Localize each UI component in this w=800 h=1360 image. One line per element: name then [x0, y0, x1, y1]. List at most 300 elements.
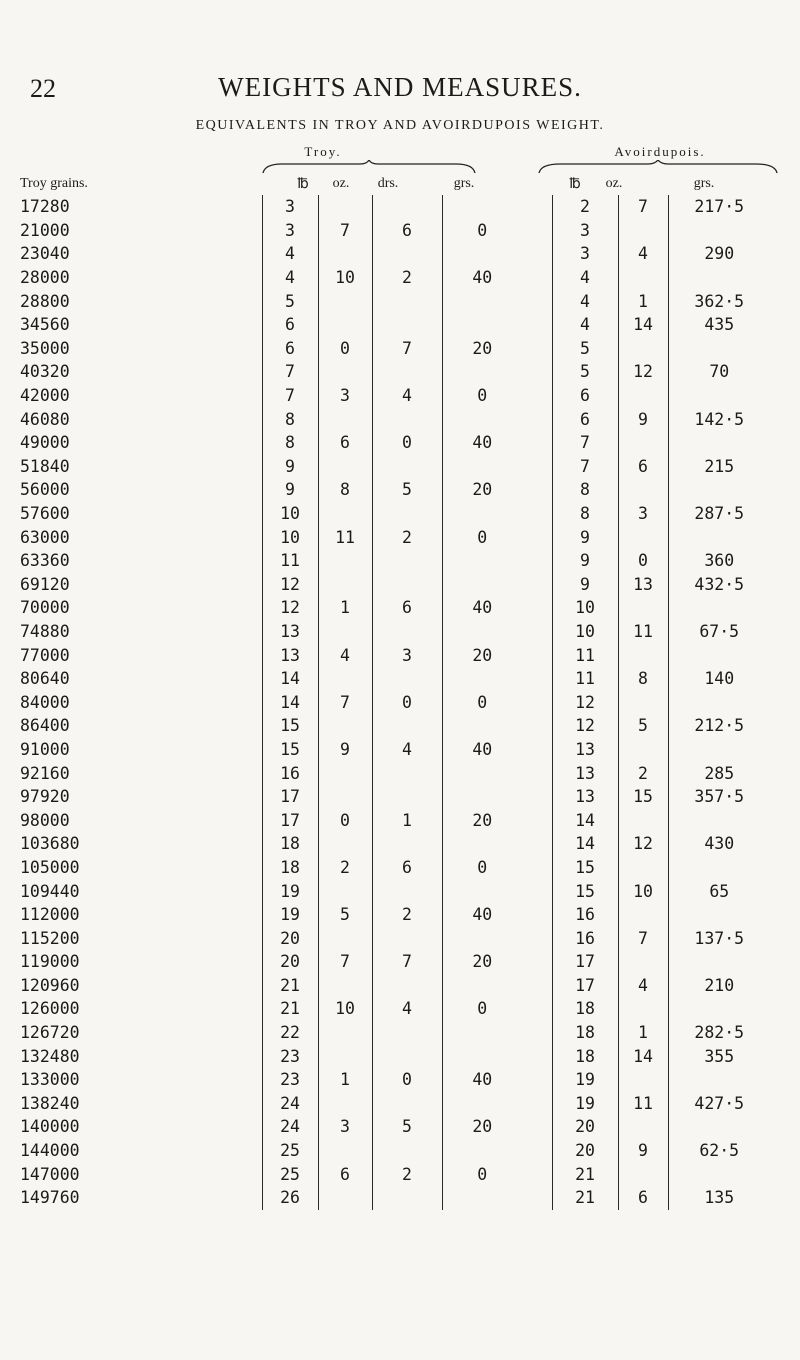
cell-troy-oz: 4 — [318, 643, 372, 667]
cell-troy-drs — [372, 455, 442, 479]
cell-avoir-oz: 14 — [618, 1044, 668, 1068]
cell-avoir-grs — [668, 219, 794, 243]
table-row — [0, 903, 794, 927]
column-gap — [522, 808, 552, 832]
cell-avoir-oz: 7 — [618, 195, 668, 219]
table-row — [0, 502, 794, 526]
cell-avoir-lb: 21 — [552, 1162, 618, 1186]
cell-avoir-oz: 8 — [618, 667, 668, 691]
table-row — [0, 974, 794, 998]
cell-troy-grs — [442, 313, 522, 337]
cell-avoir-oz — [618, 903, 668, 927]
cell-troy-oz: 3 — [318, 384, 372, 408]
cell-avoir-lb: 4 — [552, 289, 618, 313]
cell-avoir-lb: 11 — [552, 643, 618, 667]
cell-troy-lb: 13 — [262, 643, 318, 667]
cell-troy-lb: 15 — [262, 738, 318, 762]
cell-troy-lb: 10 — [262, 502, 318, 526]
cell-avoir-oz — [618, 856, 668, 880]
cell-avoir-oz: 12 — [618, 360, 668, 384]
cell-troy-drs: 2 — [372, 903, 442, 927]
cell-avoir-grs — [668, 738, 794, 762]
cell-troy-grs — [442, 289, 522, 313]
cell-troy-oz — [318, 761, 372, 785]
cell-troy-drs — [372, 785, 442, 809]
cell-troy-drs: 4 — [372, 738, 442, 762]
column-gap — [522, 1021, 552, 1045]
cell-troy-lb: 25 — [262, 1162, 318, 1186]
cell-avoir-lb: 11 — [552, 667, 618, 691]
cell-troy-oz: 0 — [318, 337, 372, 361]
cell-troy-lb: 20 — [262, 926, 318, 950]
column-gap — [522, 926, 552, 950]
cell-troy-grs: 0 — [442, 525, 522, 549]
cell-troy-grs — [442, 974, 522, 998]
cell-troy-lb: 12 — [262, 596, 318, 620]
cell-avoir-lb: 19 — [552, 1092, 618, 1116]
cell-avoir-grs — [668, 950, 794, 974]
cell-troy-drs — [372, 1021, 442, 1045]
cell-troy-grains: 51840 — [20, 456, 70, 476]
cell-troy-drs: 0 — [372, 1068, 442, 1092]
cell-troy-lb: 15 — [262, 714, 318, 738]
cell-avoir-grs: 142·5 — [668, 407, 794, 431]
cell-troy-grs: 20 — [442, 337, 522, 361]
cell-troy-grs: 0 — [442, 997, 522, 1021]
cell-troy-grains: 132480 — [20, 1046, 80, 1066]
cell-avoir-oz: 4 — [618, 242, 668, 266]
cell-troy-oz — [318, 785, 372, 809]
cell-avoir-grs: 140 — [668, 667, 794, 691]
cell-troy-lb: 5 — [262, 289, 318, 313]
cell-troy-lb: 19 — [262, 903, 318, 927]
table-title: EQUIVALENTS IN TROY AND AVOIRDUPOIS WEIGHT. — [195, 118, 605, 133]
cell-troy-drs — [372, 832, 442, 856]
cell-avoir-oz — [618, 525, 668, 549]
cell-troy-grains: 147000 — [20, 1164, 80, 1184]
cell-troy-grains: 23040 — [20, 244, 70, 264]
cell-avoir-grs: 355 — [668, 1044, 794, 1068]
col-head-troy-oz: oz. — [332, 176, 350, 191]
cell-troy-grs — [442, 195, 522, 219]
cell-troy-grs: 40 — [442, 431, 522, 455]
cell-avoir-oz: 10 — [618, 879, 668, 903]
cell-troy-drs — [372, 407, 442, 431]
cell-avoir-lb: 13 — [552, 738, 618, 762]
table-row — [0, 384, 794, 408]
cell-troy-grains: 119000 — [20, 952, 80, 972]
cell-avoir-lb: 15 — [552, 879, 618, 903]
cell-troy-grs: 40 — [442, 903, 522, 927]
column-gap — [522, 431, 552, 455]
cell-avoir-lb: 5 — [552, 337, 618, 361]
cell-avoir-lb: 14 — [552, 808, 618, 832]
cell-avoir-oz — [618, 384, 668, 408]
cell-troy-drs — [372, 620, 442, 644]
table-row — [0, 738, 794, 762]
column-gap — [522, 266, 552, 290]
table-row — [0, 690, 794, 714]
cell-troy-oz: 10 — [318, 997, 372, 1021]
cell-troy-oz — [318, 1021, 372, 1045]
cell-avoir-oz — [618, 950, 668, 974]
cell-troy-lb: 18 — [262, 832, 318, 856]
cell-avoir-lb: 7 — [552, 455, 618, 479]
column-gap — [522, 549, 552, 573]
table-row — [0, 761, 794, 785]
cell-avoir-grs: 430 — [668, 832, 794, 856]
cell-troy-grains: 49000 — [20, 433, 70, 453]
cell-avoir-lb: 16 — [552, 903, 618, 927]
cell-troy-lb: 8 — [262, 431, 318, 455]
table-row — [0, 1162, 794, 1186]
cell-avoir-oz: 4 — [618, 974, 668, 998]
cell-troy-grs — [442, 832, 522, 856]
cell-troy-oz: 1 — [318, 596, 372, 620]
cell-troy-drs: 2 — [372, 1162, 442, 1186]
cell-troy-drs — [372, 289, 442, 313]
cell-avoir-oz: 6 — [618, 1186, 668, 1210]
cell-troy-grains: 103680 — [20, 834, 80, 854]
table-row — [0, 407, 794, 431]
cell-troy-grs — [442, 455, 522, 479]
column-gap — [522, 785, 552, 809]
cell-troy-drs: 5 — [372, 1115, 442, 1139]
cell-troy-oz — [318, 502, 372, 526]
cell-troy-drs — [372, 761, 442, 785]
cell-troy-oz — [318, 407, 372, 431]
cell-troy-grains: 28000 — [20, 268, 70, 288]
cell-avoir-lb: 9 — [552, 525, 618, 549]
table-row — [0, 785, 794, 809]
cell-troy-drs — [372, 879, 442, 903]
cell-troy-drs — [372, 573, 442, 597]
cell-avoir-grs: 137·5 — [668, 926, 794, 950]
cell-troy-grs: 20 — [442, 1115, 522, 1139]
cell-troy-drs — [372, 549, 442, 573]
column-gap — [522, 1044, 552, 1068]
cell-avoir-oz: 2 — [618, 761, 668, 785]
cell-troy-grains: 28800 — [20, 291, 70, 311]
cell-troy-grains: 109440 — [20, 881, 80, 901]
table-row — [0, 266, 794, 290]
running-head: WEIGHTS AND MEASURES. — [218, 72, 582, 102]
cell-avoir-oz: 11 — [618, 1092, 668, 1116]
cell-troy-grs — [442, 785, 522, 809]
cell-troy-drs: 6 — [372, 596, 442, 620]
cell-avoir-lb: 10 — [552, 596, 618, 620]
cell-troy-oz — [318, 549, 372, 573]
column-gap — [522, 1186, 552, 1210]
cell-avoir-oz: 0 — [618, 549, 668, 573]
cell-troy-grs — [442, 1092, 522, 1116]
cell-troy-oz: 2 — [318, 856, 372, 880]
cell-troy-grains: 115200 — [20, 928, 80, 948]
cell-avoir-oz: 5 — [618, 714, 668, 738]
cell-troy-grains: 97920 — [20, 787, 70, 807]
col-head-avoir-oz: oz. — [605, 176, 623, 191]
cell-troy-grs: 40 — [442, 266, 522, 290]
column-gap — [522, 384, 552, 408]
table-row — [0, 832, 794, 856]
cell-troy-drs — [372, 974, 442, 998]
cell-troy-grs: 40 — [442, 596, 522, 620]
table-row — [0, 573, 794, 597]
table-row — [0, 714, 794, 738]
column-gap — [522, 903, 552, 927]
cell-troy-lb: 26 — [262, 1186, 318, 1210]
cell-troy-lb: 24 — [262, 1115, 318, 1139]
cell-troy-lb: 24 — [262, 1092, 318, 1116]
cell-troy-drs — [372, 1186, 442, 1210]
cell-troy-grs — [442, 502, 522, 526]
cell-troy-oz: 6 — [318, 431, 372, 455]
cell-troy-oz — [318, 1044, 372, 1068]
cell-troy-lb: 3 — [262, 219, 318, 243]
cell-avoir-lb: 14 — [552, 832, 618, 856]
cell-avoir-grs: 282·5 — [668, 1021, 794, 1045]
cell-troy-grains: 77000 — [20, 645, 70, 665]
column-gap — [522, 856, 552, 880]
cell-troy-grains: 21000 — [20, 220, 70, 240]
cell-troy-grains: 120960 — [20, 975, 80, 995]
cell-troy-drs: 2 — [372, 525, 442, 549]
column-gap — [522, 502, 552, 526]
column-gap — [522, 1162, 552, 1186]
cell-troy-oz — [318, 1139, 372, 1163]
cell-avoir-grs — [668, 997, 794, 1021]
cell-avoir-oz — [618, 431, 668, 455]
cell-troy-grs — [442, 761, 522, 785]
cell-troy-drs — [372, 1092, 442, 1116]
cell-troy-grains: 84000 — [20, 692, 70, 712]
cell-avoir-lb: 8 — [552, 502, 618, 526]
cell-troy-grains: 63360 — [20, 551, 70, 571]
table-row — [0, 1068, 794, 1092]
table-row — [0, 643, 794, 667]
cell-troy-grains: 126000 — [20, 999, 80, 1019]
cell-troy-drs: 0 — [372, 690, 442, 714]
cell-troy-lb: 20 — [262, 950, 318, 974]
table-row — [0, 879, 794, 903]
column-gap — [522, 738, 552, 762]
cell-avoir-lb: 15 — [552, 856, 618, 880]
cell-troy-lb: 7 — [262, 384, 318, 408]
cell-troy-drs: 6 — [372, 856, 442, 880]
cell-troy-lb: 12 — [262, 573, 318, 597]
column-gap — [522, 1092, 552, 1116]
cell-troy-grains: 40320 — [20, 362, 70, 382]
column-gap — [522, 690, 552, 714]
cell-troy-grs — [442, 1186, 522, 1210]
column-gap — [522, 832, 552, 856]
cell-avoir-lb: 6 — [552, 384, 618, 408]
cell-troy-grs — [442, 573, 522, 597]
column-gap — [522, 950, 552, 974]
cell-troy-grains: 57600 — [20, 504, 70, 524]
cell-troy-oz — [318, 573, 372, 597]
cell-avoir-lb: 18 — [552, 1021, 618, 1045]
column-gap — [522, 643, 552, 667]
cell-avoir-oz: 11 — [618, 620, 668, 644]
table-row — [0, 596, 794, 620]
cell-avoir-lb: 2 — [552, 195, 618, 219]
cell-troy-drs — [372, 1044, 442, 1068]
cell-troy-drs: 7 — [372, 337, 442, 361]
table-row — [0, 926, 794, 950]
cell-avoir-oz — [618, 478, 668, 502]
cell-troy-grains: 149760 — [20, 1188, 80, 1208]
column-gap — [522, 242, 552, 266]
cell-troy-grains: 91000 — [20, 739, 70, 759]
table-row — [0, 313, 794, 337]
cell-troy-lb: 10 — [262, 525, 318, 549]
cell-troy-lb: 21 — [262, 997, 318, 1021]
cell-avoir-lb: 3 — [552, 219, 618, 243]
cell-troy-oz: 9 — [318, 738, 372, 762]
table-row — [0, 455, 794, 479]
cell-troy-grains: 140000 — [20, 1117, 80, 1137]
cell-troy-drs: 1 — [372, 808, 442, 832]
column-gap — [522, 219, 552, 243]
cell-avoir-grs: 217·5 — [668, 195, 794, 219]
cell-troy-oz — [318, 313, 372, 337]
group-head-troy: Troy. — [304, 144, 342, 159]
table-body — [0, 195, 794, 1210]
col-head-troy-drs: drs. — [377, 176, 399, 191]
cell-troy-lb: 21 — [262, 974, 318, 998]
cell-avoir-lb: 17 — [552, 974, 618, 998]
cell-avoir-grs: 212·5 — [668, 714, 794, 738]
column-gap — [522, 997, 552, 1021]
cell-avoir-oz: 13 — [618, 573, 668, 597]
cell-troy-drs: 2 — [372, 266, 442, 290]
cell-avoir-grs: 210 — [668, 974, 794, 998]
cell-avoir-lb: 3 — [552, 242, 618, 266]
table-row — [0, 950, 794, 974]
cell-troy-oz — [318, 926, 372, 950]
col-head-avoir-grs: grs. — [693, 176, 715, 191]
cell-troy-oz — [318, 974, 372, 998]
cell-troy-oz — [318, 360, 372, 384]
cell-troy-oz — [318, 242, 372, 266]
col-head-troy-grains: Troy grains. — [20, 176, 88, 191]
cell-avoir-grs: 215 — [668, 455, 794, 479]
cell-troy-grs — [442, 407, 522, 431]
cell-troy-lb: 3 — [262, 195, 318, 219]
cell-troy-oz — [318, 1092, 372, 1116]
cell-troy-drs — [372, 313, 442, 337]
cell-troy-lb: 19 — [262, 879, 318, 903]
cell-troy-lb: 8 — [262, 407, 318, 431]
column-gap — [522, 313, 552, 337]
cell-avoir-oz: 1 — [618, 289, 668, 313]
cell-avoir-grs: 362·5 — [668, 289, 794, 313]
table-row — [0, 337, 794, 361]
cell-avoir-grs: 357·5 — [668, 785, 794, 809]
troy-brace — [262, 160, 476, 174]
cell-troy-grains: 63000 — [20, 527, 70, 547]
cell-troy-grains: 92160 — [20, 763, 70, 783]
cell-avoir-grs — [668, 478, 794, 502]
cell-troy-oz: 6 — [318, 1162, 372, 1186]
cell-avoir-lb: 10 — [552, 620, 618, 644]
cell-troy-oz — [318, 879, 372, 903]
table-row — [0, 360, 794, 384]
cell-troy-drs: 4 — [372, 384, 442, 408]
cell-avoir-oz: 3 — [618, 502, 668, 526]
cell-avoir-grs — [668, 903, 794, 927]
cell-troy-lb: 17 — [262, 808, 318, 832]
cell-avoir-grs: 135 — [668, 1186, 794, 1210]
cell-avoir-lb: 5 — [552, 360, 618, 384]
cell-avoir-lb: 21 — [552, 1186, 618, 1210]
cell-troy-drs — [372, 667, 442, 691]
cell-avoir-oz — [618, 596, 668, 620]
cell-avoir-oz — [618, 738, 668, 762]
cell-avoir-lb: 13 — [552, 761, 618, 785]
column-gap — [522, 1115, 552, 1139]
cell-troy-grs — [442, 1044, 522, 1068]
table-row — [0, 1044, 794, 1068]
column-gap — [522, 478, 552, 502]
col-head-troy-lb: ℔ — [297, 177, 309, 192]
cell-troy-drs: 5 — [372, 478, 442, 502]
cell-avoir-lb: 20 — [552, 1139, 618, 1163]
cell-troy-grs — [442, 360, 522, 384]
cell-avoir-grs — [668, 384, 794, 408]
cell-avoir-grs — [668, 337, 794, 361]
cell-avoir-grs: 62·5 — [668, 1139, 794, 1163]
table-row — [0, 1115, 794, 1139]
table-row — [0, 997, 794, 1021]
cell-avoir-oz — [618, 266, 668, 290]
cell-troy-drs: 0 — [372, 431, 442, 455]
cell-avoir-grs — [668, 431, 794, 455]
cell-troy-lb: 23 — [262, 1068, 318, 1092]
cell-troy-drs — [372, 195, 442, 219]
cell-avoir-lb: 12 — [552, 690, 618, 714]
column-gap — [522, 596, 552, 620]
cell-troy-grains: 34560 — [20, 315, 70, 335]
table-row — [0, 242, 794, 266]
cell-troy-oz: 3 — [318, 1115, 372, 1139]
cell-avoir-grs: 432·5 — [668, 573, 794, 597]
cell-troy-lb: 4 — [262, 242, 318, 266]
cell-avoir-grs: 287·5 — [668, 502, 794, 526]
cell-avoir-lb: 13 — [552, 785, 618, 809]
cell-avoir-lb: 19 — [552, 1068, 618, 1092]
cell-avoir-grs — [668, 856, 794, 880]
cell-avoir-grs: 290 — [668, 242, 794, 266]
equivalents-table — [0, 195, 800, 1210]
cell-avoir-oz — [618, 1115, 668, 1139]
column-gap — [522, 195, 552, 219]
cell-troy-grs — [442, 1139, 522, 1163]
cell-avoir-oz — [618, 690, 668, 714]
cell-avoir-lb: 16 — [552, 926, 618, 950]
cell-troy-lb: 14 — [262, 667, 318, 691]
column-gap — [522, 573, 552, 597]
cell-avoir-oz: 1 — [618, 1021, 668, 1045]
cell-avoir-oz — [618, 1162, 668, 1186]
cell-troy-oz: 7 — [318, 950, 372, 974]
cell-troy-grains: 98000 — [20, 810, 70, 830]
cell-troy-oz — [318, 289, 372, 313]
cell-avoir-lb: 20 — [552, 1115, 618, 1139]
page-number: 22 — [30, 74, 56, 103]
cell-troy-grains: 46080 — [20, 409, 70, 429]
